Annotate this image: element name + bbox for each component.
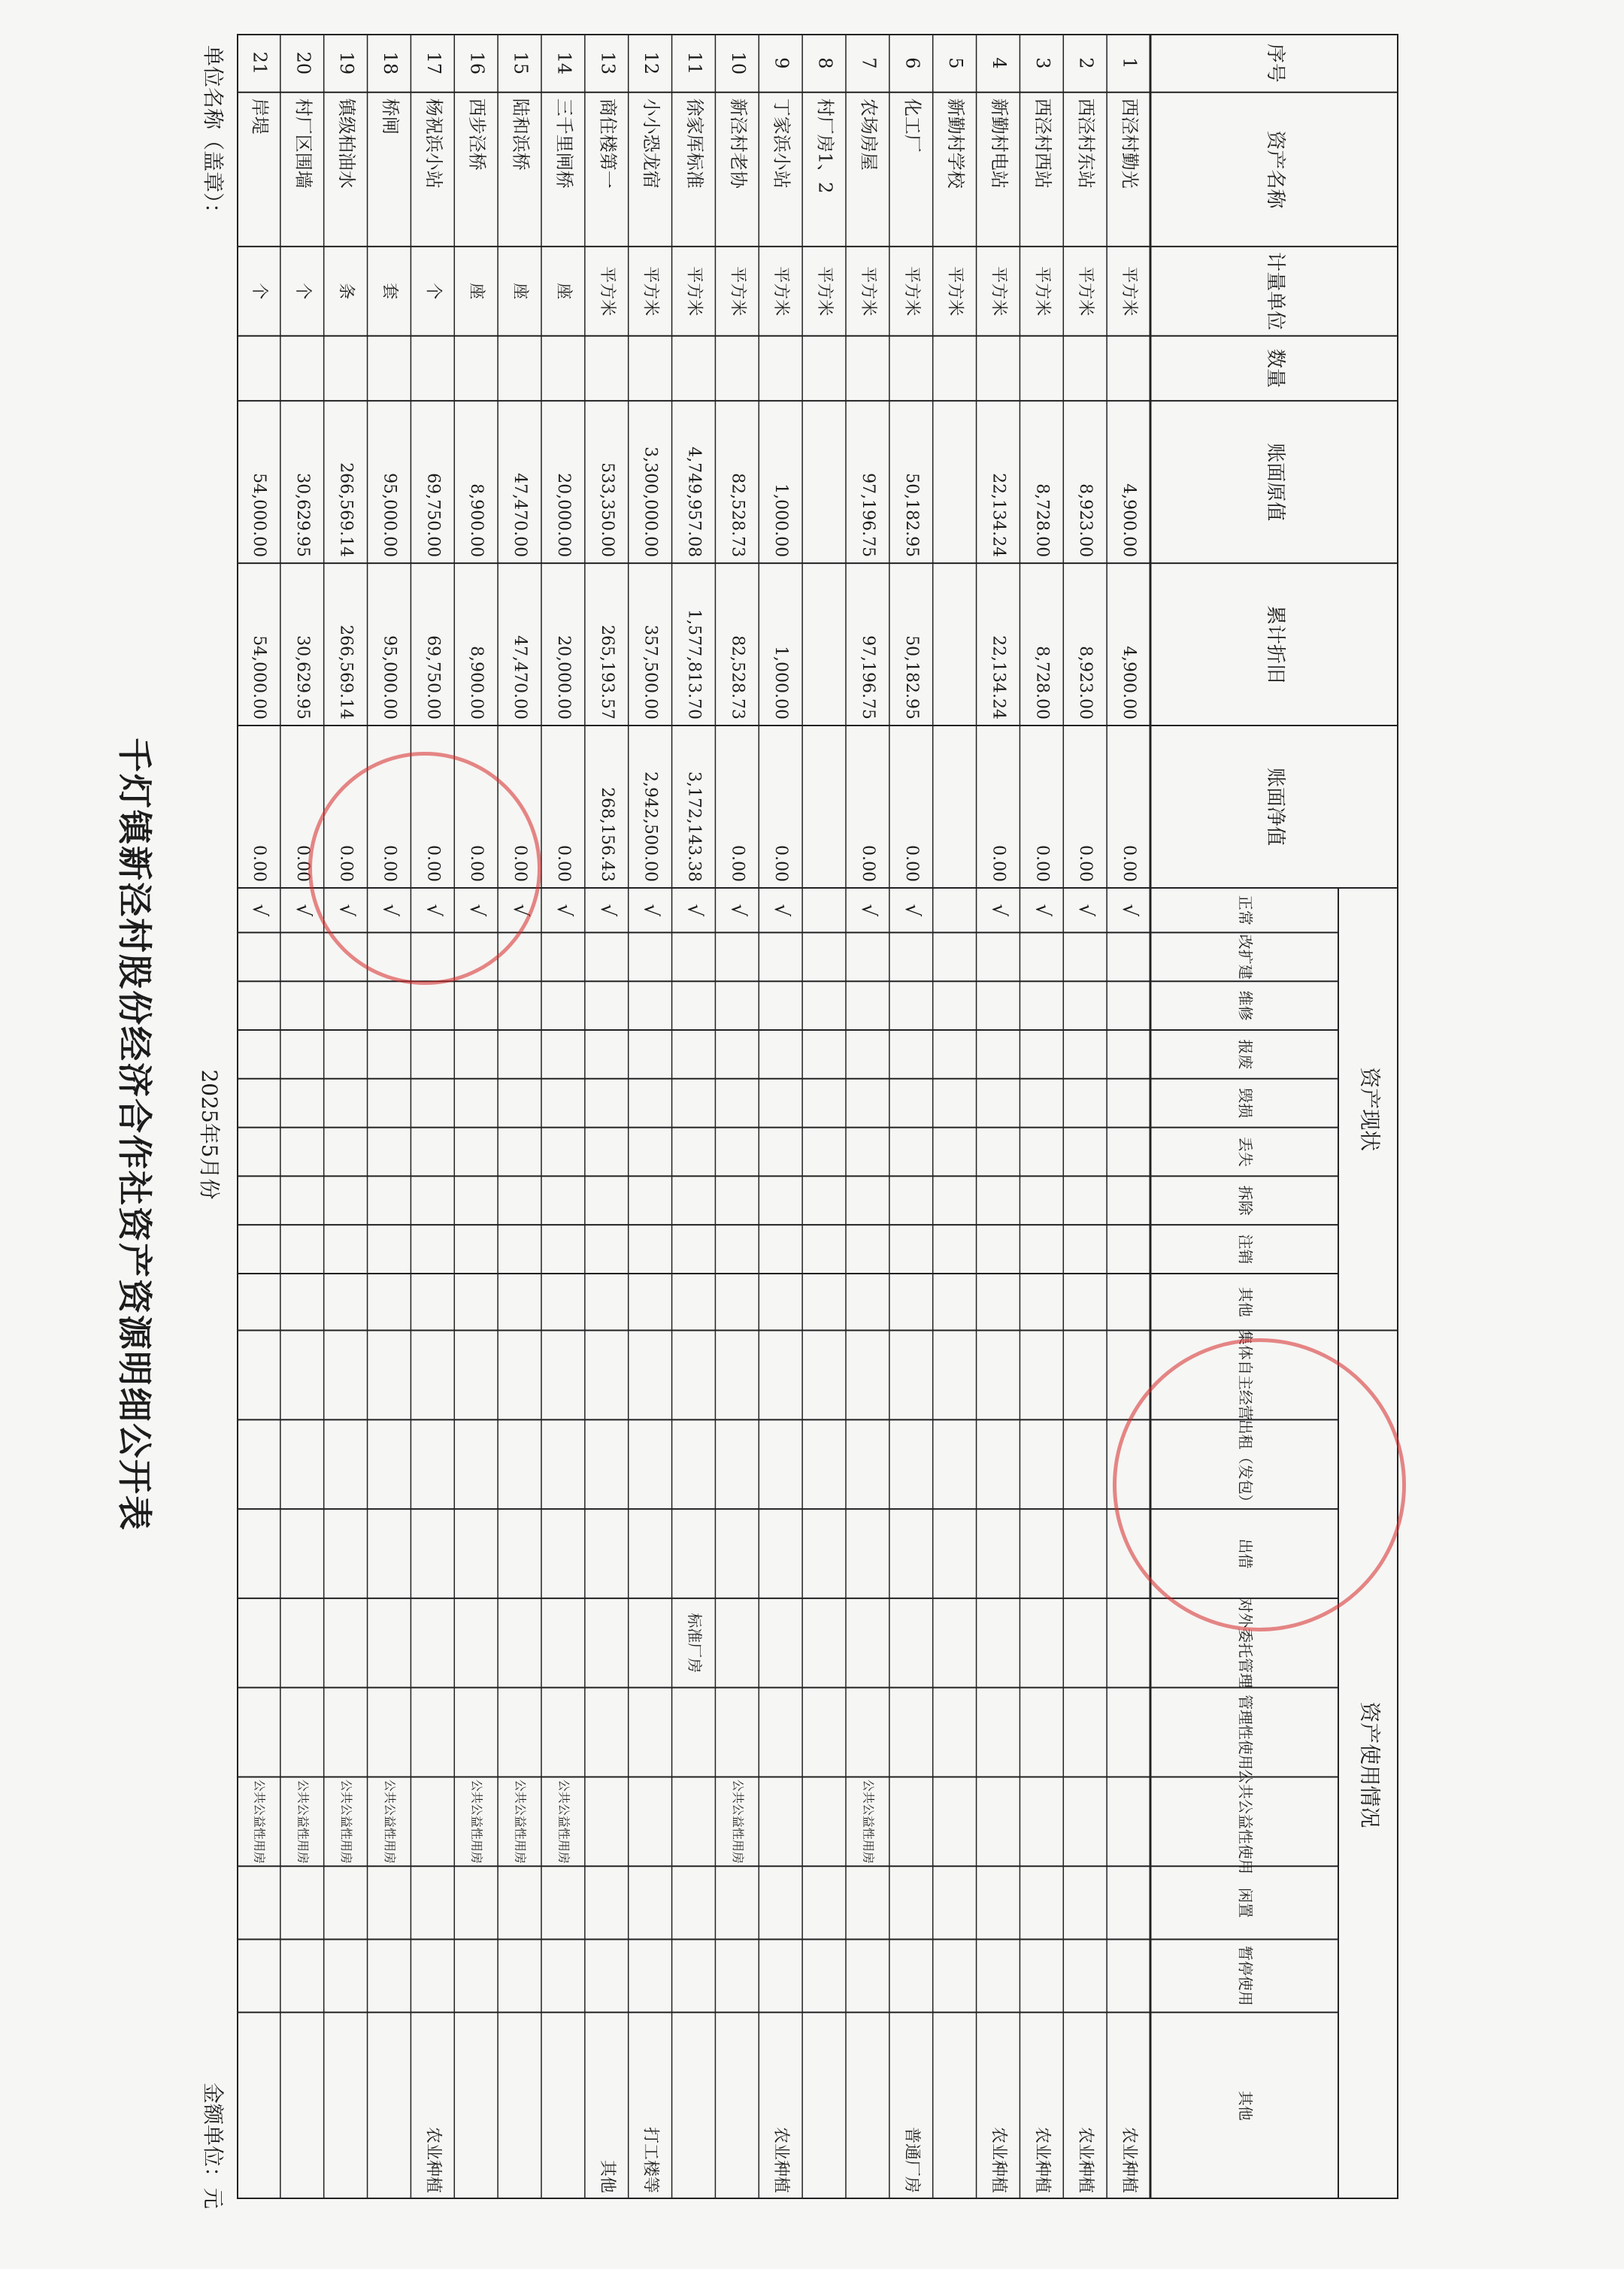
row-original-value: 20,000.00 <box>553 473 573 558</box>
row-seq: 10 <box>727 51 749 75</box>
status-column-header: 维修 <box>1236 990 1255 1021</box>
row-net-value: 0.00 <box>511 845 530 883</box>
row-asset-name: 新勤村学校 <box>945 98 967 189</box>
row-usage-other: 打工楼等 <box>641 2126 660 2193</box>
row-asset-name: 农场房屋 <box>858 98 880 171</box>
row-asset-name: 陆和浜桥 <box>510 98 532 171</box>
usage-column-header: 公共公益性使用 <box>1236 1768 1255 1874</box>
row-usage-other: 农业种植 <box>771 2126 791 2193</box>
row-net-value: 0.00 <box>901 845 921 883</box>
row-usage-public: 公共公益性用房 <box>513 1779 528 1864</box>
row-original-value: 69,750.00 <box>423 473 443 558</box>
row-status-normal: √ <box>900 904 923 917</box>
row-seq: 19 <box>336 51 358 75</box>
row-status-normal: √ <box>1074 904 1098 917</box>
row-asset-name: 小小恐龙宿 <box>641 98 662 189</box>
row-measure-unit: 平方米 <box>684 266 704 317</box>
row-seq: 21 <box>249 51 271 75</box>
column-header: 账面原值 <box>1264 443 1286 522</box>
row-seq: 4 <box>989 57 1010 69</box>
row-usage-other: 普通厂房 <box>901 2126 921 2193</box>
row-accum-depreciation: 265,193.57 <box>597 625 617 720</box>
row-net-value: 0.00 <box>771 845 791 883</box>
row-accum-depreciation: 47,470.00 <box>511 635 530 720</box>
row-original-value: 30,629.95 <box>292 473 312 558</box>
row-original-value: 8,900.00 <box>467 483 486 558</box>
row-net-value: 0.00 <box>553 845 573 883</box>
row-usage-public: 公共公益性用房 <box>469 1779 484 1864</box>
row-usage-public: 公共公益性用房 <box>861 1779 876 1864</box>
status-column-header: 注销 <box>1236 1234 1255 1265</box>
usage-column-header: 闲置 <box>1236 1887 1255 1918</box>
row-net-value: 0.00 <box>249 845 268 883</box>
status-column-header: 拆除 <box>1236 1185 1255 1216</box>
row-accum-depreciation: 4,900.00 <box>1120 646 1139 720</box>
row-status-normal: √ <box>987 904 1010 917</box>
column-header: 账面净值 <box>1264 768 1286 847</box>
usage-group-header: 资产使用情况 <box>1357 1701 1383 1828</box>
row-usage-entrust: 标准厂房 <box>686 1613 704 1674</box>
usage-column-header: 出租（发包） <box>1236 1419 1255 1510</box>
row-measure-unit: 平方米 <box>901 266 921 317</box>
amount-unit-label: 金额单位：元 <box>201 2082 226 2209</box>
row-accum-depreciation: 50,182.95 <box>901 635 921 720</box>
row-status-normal: √ <box>1031 904 1054 917</box>
row-asset-name: 西泾村东站 <box>1075 98 1097 189</box>
row-original-value: 50,182.95 <box>901 473 921 558</box>
row-seq: 2 <box>1075 57 1097 69</box>
row-seq: 13 <box>597 51 619 75</box>
column-header: 计量单位 <box>1264 252 1286 331</box>
row-status-normal: √ <box>509 904 532 917</box>
row-accum-depreciation: 8,900.00 <box>467 646 486 720</box>
row-accum-depreciation: 8,923.00 <box>1076 646 1095 720</box>
row-accum-depreciation: 1,000.00 <box>771 646 791 720</box>
row-net-value: 0.00 <box>336 845 356 883</box>
row-accum-depreciation: 82,528.73 <box>728 635 747 720</box>
row-usage-public: 公共公益性用房 <box>295 1779 311 1864</box>
row-asset-name: 三千里闸桥 <box>553 98 575 189</box>
row-usage-public: 公共公益性用房 <box>339 1779 354 1864</box>
row-asset-name: 西步泾桥 <box>466 98 488 171</box>
status-column-header: 丢失 <box>1236 1136 1255 1167</box>
status-column-header: 其他 <box>1236 1286 1255 1317</box>
row-status-normal: √ <box>378 904 401 917</box>
row-seq: 15 <box>510 51 532 75</box>
row-measure-unit: 平方米 <box>771 266 791 317</box>
row-asset-name: 杨祝浜小站 <box>423 98 444 189</box>
row-accum-depreciation: 22,134.24 <box>989 635 1008 720</box>
row-accum-depreciation: 69,750.00 <box>423 635 443 720</box>
row-measure-unit: 平方米 <box>641 266 660 317</box>
row-net-value: 3,172,143.38 <box>684 771 704 883</box>
row-net-value: 0.00 <box>858 845 877 883</box>
column-header: 累计折旧 <box>1264 605 1286 684</box>
row-usage-other: 农业种植 <box>423 2126 443 2193</box>
row-asset-name: 西泾村勤光 <box>1119 98 1141 189</box>
row-net-value: 0.00 <box>467 845 486 883</box>
row-status-normal: √ <box>639 904 662 917</box>
row-asset-name: 商住楼第一 <box>597 98 619 189</box>
usage-column-header: 管理性使用 <box>1236 1695 1255 1771</box>
row-measure-unit: 条 <box>336 283 356 300</box>
row-asset-name: 村厂区围墙 <box>292 98 314 189</box>
row-measure-unit: 套 <box>380 283 399 300</box>
row-original-value: 97,196.75 <box>858 473 877 558</box>
row-accum-depreciation: 357,500.00 <box>641 625 660 720</box>
red-seal-stamp <box>308 752 541 985</box>
row-usage-other: 农业种植 <box>1076 2126 1095 2193</box>
row-original-value: 54,000.00 <box>249 473 268 558</box>
row-original-value: 3,300,000.00 <box>641 447 660 558</box>
row-original-value: 533,350.00 <box>597 462 617 558</box>
row-status-normal: √ <box>552 904 575 917</box>
row-measure-unit: 座 <box>553 283 573 300</box>
row-usage-other: 农业种植 <box>989 2126 1008 2193</box>
row-original-value: 4,749,957.08 <box>684 447 704 558</box>
row-seq: 8 <box>814 57 836 69</box>
row-seq: 16 <box>466 51 488 75</box>
row-asset-name: 西泾村西站 <box>1032 98 1053 189</box>
row-asset-name: 镇级柏油水 <box>336 98 358 189</box>
row-asset-name: 村厂房1、2 <box>814 98 836 194</box>
red-seal-stamp-2 <box>1113 1338 1406 1631</box>
row-net-value: 0.00 <box>423 845 443 883</box>
row-measure-unit: 座 <box>511 283 530 300</box>
row-accum-depreciation: 97,196.75 <box>858 635 877 720</box>
column-header: 资产名称 <box>1264 130 1286 209</box>
row-measure-unit: 平方米 <box>728 266 747 317</box>
usage-column-header: 出借 <box>1236 1538 1255 1569</box>
row-original-value: 1,000.00 <box>771 483 791 558</box>
column-header: 序号 <box>1264 43 1286 83</box>
row-status-normal: √ <box>465 904 489 917</box>
row-seq: 17 <box>423 51 444 75</box>
row-measure-unit: 座 <box>467 283 486 300</box>
page-title: 千灯镇新泾村股份经济合作社资产资源明细公开表 <box>114 738 155 1531</box>
usage-column-header: 对外委托管理 <box>1236 1598 1255 1689</box>
row-status-normal: √ <box>1118 904 1141 917</box>
row-usage-public: 公共公益性用房 <box>556 1779 571 1864</box>
row-original-value: 95,000.00 <box>380 473 399 558</box>
row-net-value: 0.00 <box>1076 845 1095 883</box>
row-measure-unit: 平方米 <box>1032 266 1052 317</box>
asset-table <box>237 34 1398 2199</box>
row-usage-public: 公共公益性用房 <box>730 1779 745 1864</box>
row-status-normal: √ <box>770 904 793 917</box>
column-header: 数量 <box>1264 348 1286 388</box>
row-measure-unit: 个 <box>292 283 312 300</box>
row-seq: 18 <box>380 51 401 75</box>
row-measure-unit: 平方米 <box>1076 266 1095 317</box>
usage-column-header: 暂停使用 <box>1236 1946 1255 2007</box>
row-accum-depreciation: 266,569.14 <box>336 625 356 720</box>
row-net-value: 0.00 <box>1120 845 1139 883</box>
status-column-header: 报废 <box>1236 1039 1255 1070</box>
row-measure-unit: 平方米 <box>1120 266 1139 317</box>
row-asset-name: 化工厂 <box>901 98 923 153</box>
row-status-normal: √ <box>247 904 271 917</box>
row-net-value: 2,942,500.00 <box>641 771 660 883</box>
row-seq: 11 <box>684 51 705 75</box>
row-original-value: 8,728.00 <box>1032 483 1052 558</box>
unit-name-label: 单位名称（盖章）： <box>201 45 226 225</box>
row-asset-name: 丁家浜小站 <box>771 98 792 189</box>
row-seq: 3 <box>1032 57 1053 69</box>
row-usage-other: 农业种植 <box>1032 2126 1052 2193</box>
usage-column-header: 其他 <box>1236 2090 1255 2121</box>
report-period: 2025年5月份 <box>197 1069 222 1200</box>
row-usage-other: 农业种植 <box>1120 2126 1139 2193</box>
row-net-value: 0.00 <box>728 845 747 883</box>
row-status-normal: √ <box>291 904 314 917</box>
row-accum-depreciation: 20,000.00 <box>553 635 573 720</box>
row-asset-name: 徐家厍标准 <box>684 98 705 189</box>
usage-column-header: 集体自主经营 <box>1236 1329 1255 1420</box>
row-seq: 9 <box>771 57 792 69</box>
row-measure-unit: 平方米 <box>815 266 835 317</box>
status-column-header: 毁损 <box>1236 1088 1255 1119</box>
row-usage-other: 其他 <box>597 2159 617 2193</box>
row-measure-unit: 平方米 <box>945 266 965 317</box>
row-net-value: 0.00 <box>989 845 1008 883</box>
row-measure-unit: 平方米 <box>597 266 617 317</box>
row-status-normal: √ <box>856 904 880 917</box>
row-measure-unit: 个 <box>423 283 443 300</box>
status-column-header: 正常 <box>1236 895 1255 925</box>
row-seq: 6 <box>901 57 923 69</box>
row-usage-public: 公共公益性用房 <box>252 1779 267 1864</box>
row-usage-public: 公共公益性用房 <box>383 1779 397 1864</box>
row-status-normal: √ <box>335 904 358 917</box>
row-seq: 1 <box>1119 57 1141 69</box>
row-measure-unit: 个 <box>249 283 268 300</box>
row-asset-name: 桥闸 <box>380 98 401 135</box>
row-status-normal: √ <box>422 904 445 917</box>
row-accum-depreciation: 8,728.00 <box>1032 646 1052 720</box>
row-status-normal: √ <box>683 904 706 917</box>
row-net-value: 0.00 <box>380 845 399 883</box>
row-accum-depreciation: 95,000.00 <box>380 635 399 720</box>
row-accum-depreciation: 54,000.00 <box>249 635 268 720</box>
row-original-value: 4,900.00 <box>1120 483 1139 558</box>
row-seq: 12 <box>641 51 662 75</box>
row-original-value: 266,569.14 <box>336 462 356 558</box>
row-measure-unit: 平方米 <box>858 266 877 317</box>
row-accum-depreciation: 30,629.95 <box>292 635 312 720</box>
row-net-value: 0.00 <box>1032 845 1052 883</box>
status-column-header: 改扩建 <box>1236 934 1255 980</box>
row-original-value: 47,470.00 <box>511 473 530 558</box>
row-net-value: 268,156.43 <box>597 787 617 883</box>
row-asset-name: 新勤村电站 <box>989 98 1010 189</box>
row-status-normal: √ <box>595 904 619 917</box>
row-asset-name: 新泾村老协 <box>727 98 749 189</box>
row-seq: 20 <box>292 51 314 75</box>
row-original-value: 82,528.73 <box>728 473 747 558</box>
row-original-value: 22,134.24 <box>989 473 1008 558</box>
row-original-value: 8,923.00 <box>1076 483 1095 558</box>
row-seq: 14 <box>553 51 575 75</box>
status-group-header: 资产现状 <box>1357 1067 1383 1152</box>
row-status-normal: √ <box>726 904 750 917</box>
row-net-value: 0.00 <box>292 845 312 883</box>
row-seq: 7 <box>858 57 880 69</box>
row-measure-unit: 平方米 <box>989 266 1008 317</box>
row-asset-name: 岸堤 <box>249 98 271 135</box>
row-seq: 5 <box>945 57 967 69</box>
row-accum-depreciation: 1,577,813.70 <box>684 609 704 720</box>
